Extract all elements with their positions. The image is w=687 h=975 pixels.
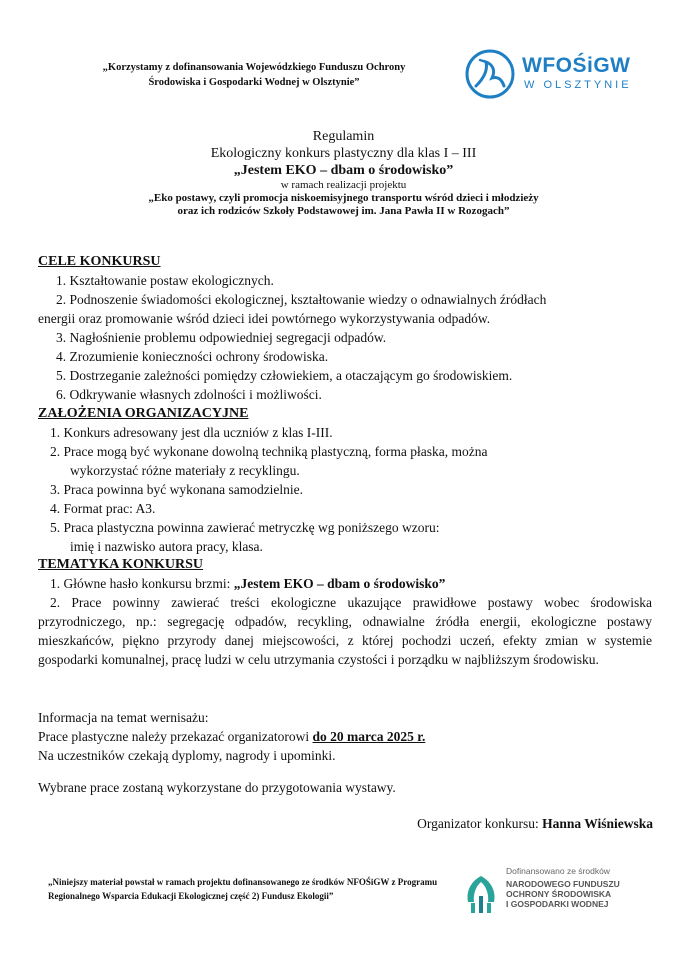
nfosigw-logo-line-2: OCHRONY ŚRODOWISKA xyxy=(506,889,612,899)
title-slogan: „Jestem EKO – dbam o środowisko” xyxy=(233,163,454,178)
section-tematyka xyxy=(38,555,652,669)
info-exhibition: Wybrane prace zostaną wykorzystane do przygotowania wystawy. xyxy=(38,780,396,795)
header-line-2: Środowiska i Gospodarki Wodnej w Olsztynie” xyxy=(148,77,360,88)
document-title-block xyxy=(0,128,687,218)
organizer-label: Organizator konkursu: xyxy=(417,816,543,831)
info-prizes: Na uczestników czekają dyplomy, nagrody i upominki. xyxy=(38,748,336,763)
organizer-name: Hanna Wiśniewska xyxy=(542,816,653,831)
title-regulamin: Regulamin xyxy=(312,129,375,144)
tematyka-item-1 xyxy=(38,574,652,593)
section-title-zalozenia: ZAŁOŻENIA ORGANIZACYJNE xyxy=(38,406,249,421)
title-project-line-2: oraz ich rodziców Szkoły Podstawowej im. Jana Pawła II w Rozogach” xyxy=(177,205,510,217)
footer-funding-note: „Niniejszy materiał powstał w ramach projektu dofinansowanego ze środków NFOŚiGW z Programu Regionalnego Wsparcia Edukacji Ekologicznej część 2) Fundusz Ekologii” xyxy=(48,877,438,901)
zalozenia-item: 3. Praca powinna być wykonana samodzielnie. xyxy=(50,482,304,497)
section-info xyxy=(38,708,652,765)
cele-item: 1. Kształtowanie postaw ekologicznych. xyxy=(56,273,274,288)
zalozenia-item-continuation: imię i nazwisko autora pracy, klasa. xyxy=(70,539,263,554)
zalozenia-item: 1. Konkurs adresowany jest dla uczniów z klas I-III. xyxy=(50,425,333,440)
section-zalozenia xyxy=(38,404,658,556)
nfosigw-logo-line-1: NARODOWEGO FUNDUSZU xyxy=(506,879,620,889)
nfosigw-tree-icon xyxy=(462,872,500,916)
zalozenia-item: 4. Format prac: A3. xyxy=(50,501,156,516)
zalozenia-item: 5. Praca plastyczna powinna zawierać metryczkę wg poniższego wzoru: xyxy=(50,520,440,535)
section-title-cele: CELE KONKURSU xyxy=(38,254,161,269)
info-deadline-text: Prace plastyczne należy przekazać organizatorowi xyxy=(38,729,313,744)
logo-subtitle: W OLSZTYNIE xyxy=(524,79,632,91)
cele-item: 4. Zrozumienie konieczności ochrony środowiska. xyxy=(56,349,329,364)
cele-item-continuation: energii oraz promowanie wśród dzieci idei powtórnego wykorzystywania odpadów. xyxy=(38,311,491,326)
info-deadline-date: do 20 marca 2025 r. xyxy=(312,729,426,744)
nfosigw-logo xyxy=(462,866,652,914)
header-line-1: „Korzystamy z dofinansowania Wojewódzkiego Funduszu Ochrony xyxy=(102,62,406,73)
cele-item: 2. Podnoszenie świadomości ekologicznej, kształtowanie wiedzy o odnawialnych źródłach xyxy=(56,292,547,307)
nfosigw-logo-small: Dofinansowano ze środków xyxy=(506,866,610,876)
logo-name: WFOŚiGW xyxy=(522,54,631,77)
title-project-line-1: „Eko postawy, czyli promocja niskoemisyjnego transportu wśród dzieci i młodzieży xyxy=(148,192,539,204)
info-wernisaz: Informacja na temat wernisażu: xyxy=(38,710,209,725)
cele-item: 5. Dostrzeganie zależności pomiędzy człowiekiem, a otaczającym go środowiskiem. xyxy=(56,368,513,383)
zalozenia-item: 2. Prace mogą być wykonane dowolną techniką plastyczną, forma płaska, można xyxy=(50,444,488,459)
section-title-tematyka: TEMATYKA KONKURSU xyxy=(38,557,204,572)
tematyka-slogan: „Jestem EKO – dbam o środowisko” xyxy=(233,576,446,591)
info-deadline-line xyxy=(38,727,652,746)
cele-item: 6. Odkrywanie własnych zdolności i możliwości. xyxy=(56,387,322,402)
tematyka-item-1-text: 1. Główne hasło konkursu brzmi: xyxy=(50,576,234,591)
wfosigw-logo xyxy=(462,48,642,100)
zalozenia-item-continuation: wykorzystać różne materiały z recyklingu. xyxy=(70,463,300,478)
cele-item: 3. Nagłośnienie problemu odpowiedniej segregacji odpadów. xyxy=(56,330,387,345)
heron-logo-icon xyxy=(462,48,518,100)
tematyka-item-2: 2. Prace powinny zawierać treści ekologiczne ukazujące prawidłowe postawy wobec środowiska przyrodniczego, np.: segregację odpadów, recykling, odnawialne źródła energii, ekologiczne postawy mieszkańców, piękno przyrody danej miejscowości, z której pochodzi uczeń, efekty zmian w systemie gospodarki komunalnej, pracę ludzi w celu utrzymania czystości i porządku w najbliższym środowisku. xyxy=(38,595,652,667)
header-funding-note xyxy=(58,60,450,90)
title-project-intro: w ramach realizacji projektu xyxy=(280,179,407,191)
title-contest: Ekologiczny konkurs plastyczny dla klas I – III xyxy=(210,146,477,161)
organizer-line xyxy=(417,814,653,833)
section-cele xyxy=(38,252,658,404)
nfosigw-logo-line-3: I GOSPODARKI WODNEJ xyxy=(506,899,609,909)
